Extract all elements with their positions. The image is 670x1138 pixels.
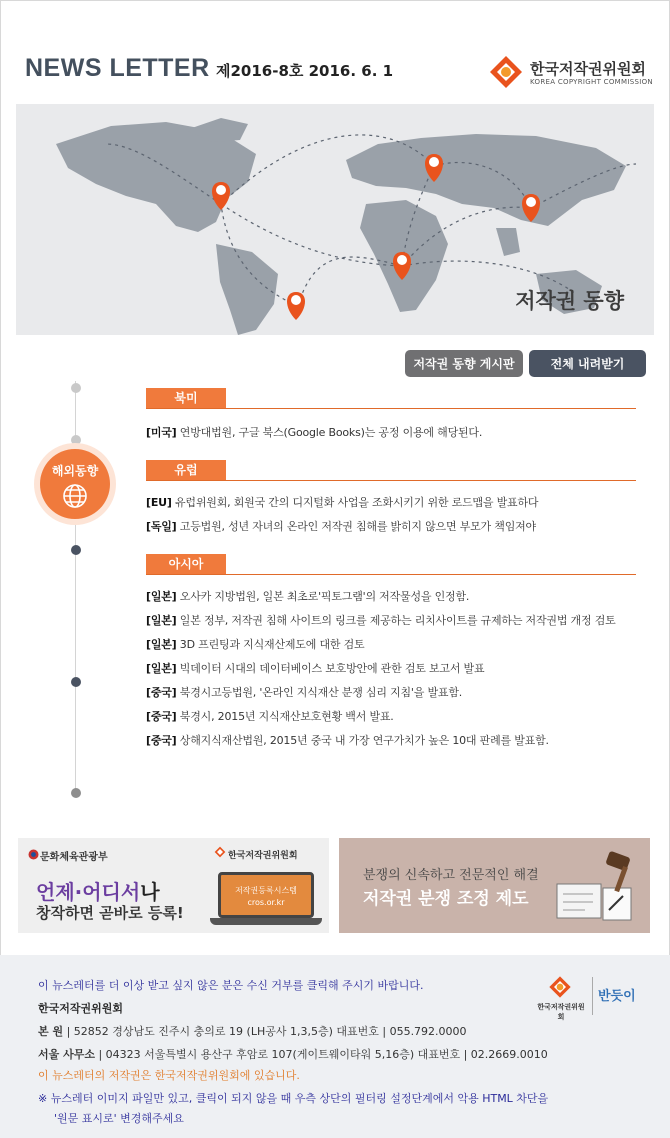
newsletter-title: NEWS LETTER — [25, 54, 210, 82]
org-logo-icon — [214, 846, 226, 858]
timeline-dot — [71, 383, 81, 393]
news-item[interactable]: [중국] 상해지식재산법원, 2015년 중국 내 가장 연구가치가 높은 10대 판례를 발표함. — [146, 734, 549, 747]
org-logo[interactable] — [488, 54, 653, 94]
banner-headline: 언제·어디서나 — [36, 880, 160, 904]
copyright-registration-banner[interactable] — [18, 838, 329, 933]
footer-logo-org: 한국저작권위원회 — [537, 1003, 585, 1021]
footer-badge: 반듯이 — [598, 989, 636, 1004]
timeline-dot — [71, 545, 81, 555]
footer-copyright: 이 뉴스레터의 저작권은 한국저작권위원회에 있습니다. — [38, 1069, 300, 1082]
timeline-dot — [71, 677, 81, 687]
dispute-mediation-banner[interactable] — [339, 838, 650, 933]
org-logo-icon — [488, 54, 524, 90]
ministry-name: 문화체육관광부 — [40, 852, 108, 863]
section-europe — [146, 460, 636, 481]
section-asia — [146, 554, 636, 575]
hero-banner — [16, 104, 654, 335]
news-item[interactable]: [일본] 3D 프린팅과 지식재산제도에 대한 검토 — [146, 638, 365, 651]
news-item[interactable]: [독일] 고등법원, 성년 자녀의 온라인 저작권 침해를 밝히지 않으면 부모가 책임져야 — [146, 520, 536, 533]
footer-notice: ※ 뉴스레터 이미지 파일만 있고, 클릭이 되지 않을 때 우측 상단의 필터링 설정단계에서 악용 HTML 차단을 — [38, 1092, 549, 1105]
org-logo-icon — [548, 975, 572, 999]
issue-number: 제2016-8호 2016. 6. 1 — [216, 62, 394, 80]
ministry-logo-icon — [28, 849, 39, 860]
news-item[interactable]: [EU] 유럽위원회, 회원국 간의 디지털화 사업을 조화시키기 위한 로드맵을 발표하다 — [146, 496, 539, 509]
timeline-dot — [71, 435, 81, 445]
banner-b-subline: 분쟁의 신속하고 전문적인 해결 — [363, 868, 539, 883]
news-item[interactable]: [일본] 오사카 지방법원, 일본 최초로'픽토그램'의 저작물성을 인정함. — [146, 590, 470, 603]
news-item[interactable]: [일본] 일본 정부, 저작권 침해 사이트의 링크를 제공하는 리치사이트를 규제하는 저작권법 개정 검토 — [146, 614, 616, 627]
org-logo-name-en: KOREA COPYRIGHT COMMISSION — [530, 78, 653, 86]
logo-divider — [592, 977, 593, 1015]
download-all-button[interactable]: 전체 내려받기 — [529, 350, 646, 377]
banner-org-name: 한국저작권위원회 — [228, 851, 298, 861]
overseas-trend-badge — [40, 449, 110, 519]
section-europe-title: 유럽 — [146, 460, 226, 480]
gavel-document-icon — [551, 850, 643, 930]
news-item[interactable]: [중국] 북경시고등법원, '온라인 지식재산 분쟁 심리 지침'을 발표함. — [146, 686, 463, 699]
banner-subline: 창작하면 곧바로 등록! — [36, 904, 184, 922]
hero-title: 저작권 동향 — [515, 289, 624, 313]
footer-seoul-address: 서울 사무소 | 04323 서울특별시 용산구 후암로 107(게이트웨이타워 5,16층) 대표번호 | 02.2669.0010 — [38, 1048, 548, 1061]
overseas-trend-label: 해외동향 — [51, 464, 99, 478]
section-north-america-title: 북미 — [146, 388, 226, 408]
unsubscribe-link[interactable]: 이 뉴스레터를 더 이상 받고 싶지 않은 분은 수신 거부를 클릭해 주시기 바랍니다. — [38, 979, 424, 992]
section-north-america — [146, 388, 636, 409]
header — [0, 0, 670, 104]
copyright-trend-board-button[interactable]: 저작권 동향 게시판 — [405, 350, 523, 377]
news-item[interactable]: [일본] 빅데이터 시대의 데이터베이스 보호방안에 관한 검토 보고서 발표 — [146, 662, 485, 675]
footer-logos — [534, 975, 650, 1019]
footer-hq-address: 본 원 | 52852 경상남도 진주시 충의로 19 (LH공사 1,3,5층) 대표번호 | 055.792.0000 — [38, 1025, 467, 1038]
section-asia-title: 아시아 — [146, 554, 226, 574]
news-item[interactable]: [중국] 북경시, 2015년 지식재산보호현황 백서 발표. — [146, 710, 394, 723]
globe-icon — [62, 483, 88, 509]
org-logo-name: 한국저작권위원회 — [530, 60, 646, 78]
news-item[interactable]: [미국] 연방대법원, 구글 북스(Google Books)는 공정 이용에 해당된다. — [146, 426, 483, 439]
timeline-dot — [71, 788, 81, 798]
footer-org-name: 한국저작권위원회 — [38, 1002, 124, 1015]
laptop-icon: 저작권등록시스템 cros.or.kr — [210, 872, 324, 928]
banner-b-headline: 저작권 분쟁 조정 제도 — [363, 889, 529, 909]
footer — [0, 955, 670, 1138]
footer-notice-cont: '원문 표시로' 변경해주세요 — [54, 1112, 184, 1125]
